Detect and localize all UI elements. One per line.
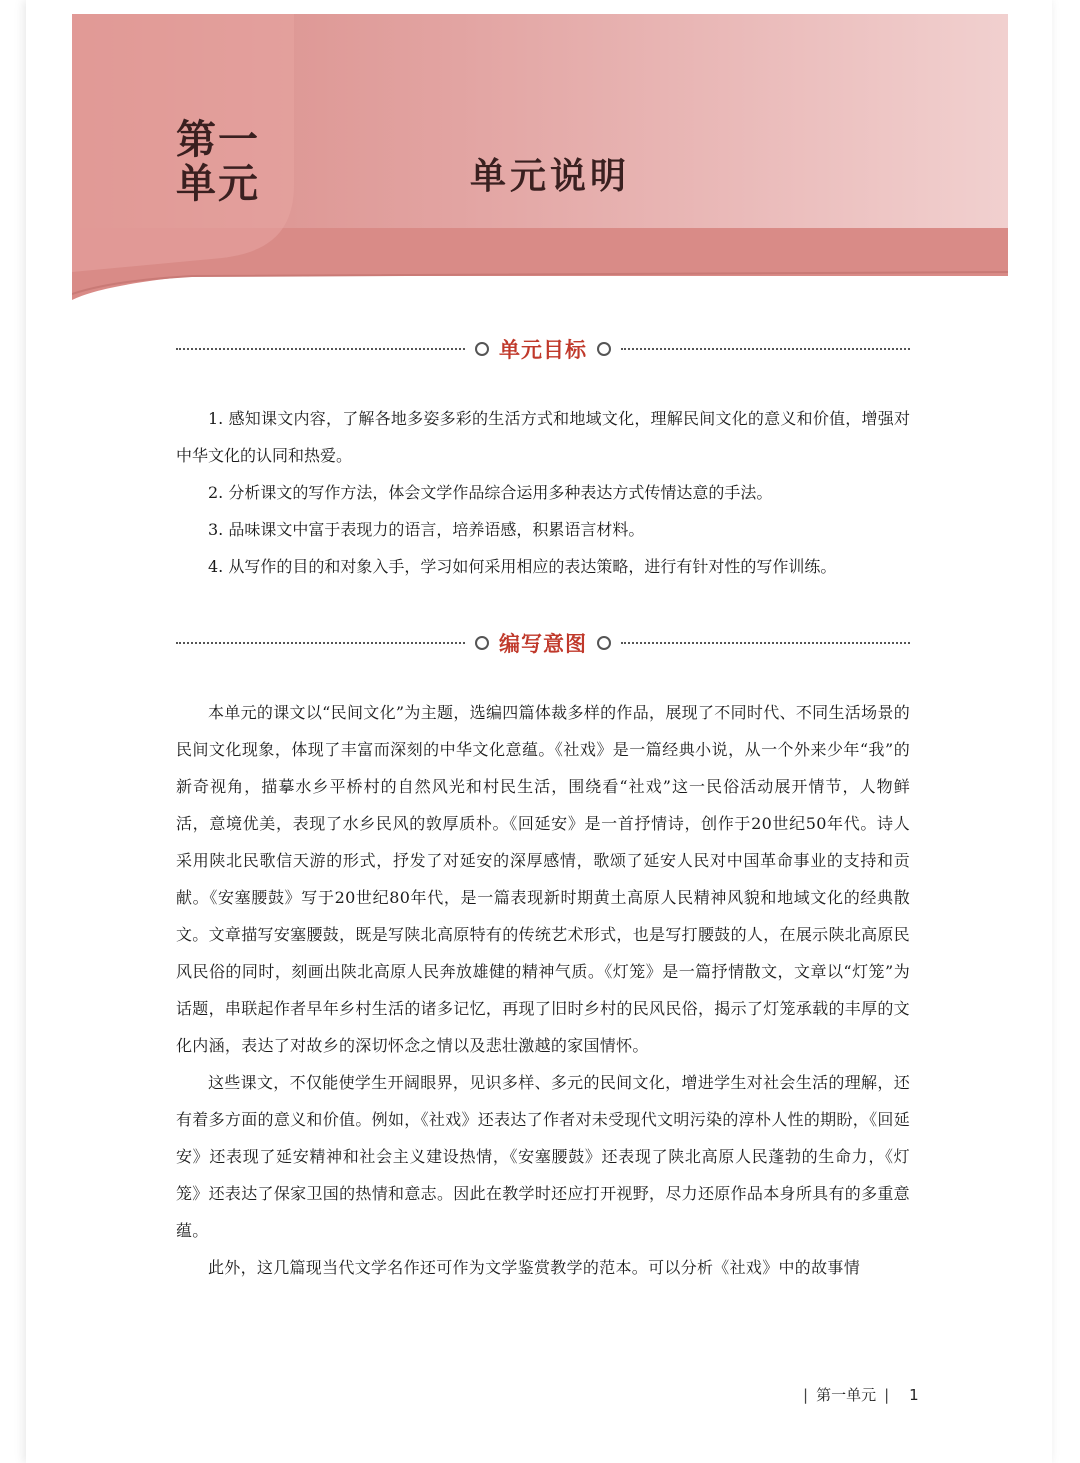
- dotted-divider-left: [176, 642, 465, 644]
- goals-heading: [176, 334, 910, 364]
- dotted-divider-left: [176, 348, 465, 350]
- intent-heading: [176, 628, 910, 658]
- goal-item: 1. 感知课文内容，了解各地多姿多彩的生活方式和地域文化，理解民间文化的意义和价值，增强对中华文化的认同和热爱。: [176, 409, 910, 465]
- footer-divider: |: [803, 1385, 809, 1404]
- intent-paragraph: 这些课文，不仅能使学生开阔眼界，见识多样、多元的民间文化，增进学生对社会生活的理解，还有着多方面的意义和价值。例如，《社戏》还表达了作者对未受现代文明污染的淳朴人性的期盼，《回延安》还表现了延安精神和社会主义建设热情，《安塞腰鼓》还表现了陕北高原人民蓬勃的生命力，《灯笼》还表达了保家卫国的热情和意志。因此在教学时还应打开视野，尽力还原作品本身所具有的多重意蕴。: [176, 1073, 910, 1240]
- page-number: 1: [909, 1385, 919, 1404]
- unit-label-line2: 单元: [176, 160, 260, 207]
- intent-paragraph: 本单元的课文以“民间文化”为主题，选编四篇体裁多样的作品，展现了不同时代、不同生活场景的民间文化现象，体现了丰富而深刻的中华文化意蕴。《社戏》是一篇经典小说，从一个外来少年“我”的新奇视角，描摹水乡平桥村的自然风光和村民生活，围绕看“社戏”这一民俗活动展开情节，人物鲜活，意境优美，表现了水乡民风的敦厚质朴。《回延安》是一首抒情诗，创作于20世纪50年代。诗人采用陕北民歌信天游的形式，抒发了对延安的深厚感情，歌颂了延安人民对中国革命事业的支持和贡献。《安塞腰鼓》写于20世纪80年代，是一篇表现新时期黄土高原人民精神风貌和地域文化的经典散文。文章描写安塞腰鼓，既是写陕北高原特有的传统艺术形式，也是写打腰鼓的人，在展示陕北高原民风民俗的同时，刻画出陕北高原人民奔放雄健的精神气质。《灯笼》是一篇抒情散文，文章以“灯笼”为话题，串联起作者早年乡村生活的诸多记忆，再现了旧时乡村的民风民俗，揭示了灯笼承载的丰厚的文化内涵，表达了对故乡的深切怀念之情以及悲壮激越的家国情怀。: [176, 703, 910, 1055]
- page-title: 单元说明: [470, 155, 631, 197]
- footer-divider: |: [884, 1385, 890, 1404]
- goal-item: 3. 品味课文中富于表现力的语言，培养语感，积累语言材料。: [208, 520, 645, 539]
- dotted-divider-right: [621, 348, 910, 350]
- page-footer: [795, 1384, 919, 1405]
- unit-label: [176, 118, 260, 206]
- intent-body: [176, 694, 910, 1286]
- circle-marker-icon: [597, 636, 611, 650]
- goal-item: 4. 从写作的目的和对象入手，学习如何采用相应的表达策略，进行有针对性的写作训练。: [208, 557, 837, 576]
- unit-label-line1: 第一: [176, 116, 260, 163]
- goals-list: [176, 400, 910, 585]
- circle-marker-icon: [597, 342, 611, 356]
- circle-marker-icon: [475, 342, 489, 356]
- intent-heading-text: 编写意图: [499, 632, 587, 656]
- dotted-divider-right: [621, 642, 910, 644]
- intent-paragraph: 此外，这几篇现当代文学名作还可作为文学鉴赏教学的范本。可以分析《社戏》中的故事情: [208, 1258, 861, 1277]
- goal-item: 2. 分析课文的写作方法，体会文学作品综合运用多种表达方式传情达意的手法。: [208, 483, 773, 502]
- goals-heading-text: 单元目标: [499, 338, 587, 362]
- circle-marker-icon: [475, 636, 489, 650]
- footer-section-label: 第一单元: [816, 1386, 877, 1404]
